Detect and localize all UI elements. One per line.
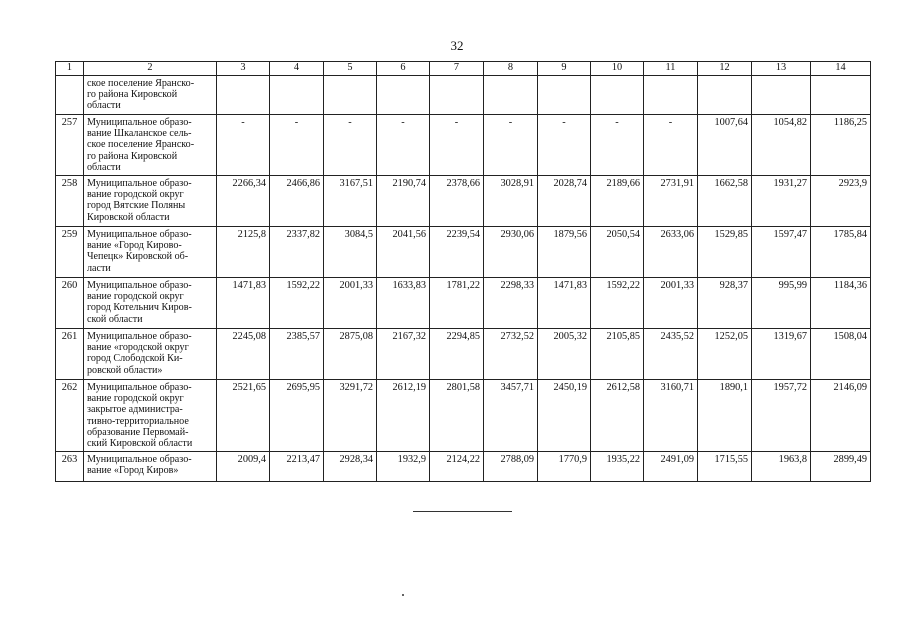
- value-cell: 2041,56: [377, 227, 430, 278]
- value-cell: 2612,19: [377, 380, 430, 452]
- value-cell: 2294,85: [430, 329, 484, 380]
- municipality-name: Муниципальное образо- вание городской округ город Вятские Поляны Кировской области: [84, 176, 217, 227]
- value-cell: 2732,52: [484, 329, 538, 380]
- value-cell: -: [217, 115, 270, 176]
- value-cell: 1508,04: [811, 329, 871, 380]
- column-header: 13: [752, 62, 811, 76]
- row-number: 258: [56, 176, 84, 227]
- value-cell: 2266,34: [217, 176, 270, 227]
- municipality-name: Муниципальное образо- вание Шкаланское сель- ское поселение Яранско- го района Кировской области: [84, 115, 217, 176]
- value-cell: [430, 76, 484, 115]
- column-header: 6: [377, 62, 430, 76]
- value-cell: 2213,47: [270, 452, 324, 482]
- value-cell: 1935,22: [591, 452, 644, 482]
- value-cell: 995,99: [752, 278, 811, 329]
- value-cell: 2435,52: [644, 329, 698, 380]
- value-cell: 2125,8: [217, 227, 270, 278]
- value-cell: 2923,9: [811, 176, 871, 227]
- value-cell: -: [484, 115, 538, 176]
- value-cell: 928,37: [698, 278, 752, 329]
- column-header: 14: [811, 62, 871, 76]
- value-cell: 2190,74: [377, 176, 430, 227]
- row-number: 259: [56, 227, 84, 278]
- value-cell: [538, 76, 591, 115]
- municipality-name: ское поселение Яранско- го района Кировской области: [84, 76, 217, 115]
- column-header: 12: [698, 62, 752, 76]
- value-cell: 1662,58: [698, 176, 752, 227]
- value-cell: 2028,74: [538, 176, 591, 227]
- value-cell: 1597,47: [752, 227, 811, 278]
- value-cell: [217, 76, 270, 115]
- value-cell: [484, 76, 538, 115]
- value-cell: 2450,19: [538, 380, 591, 452]
- value-cell: 2167,32: [377, 329, 430, 380]
- value-cell: 2105,85: [591, 329, 644, 380]
- value-cell: 3457,71: [484, 380, 538, 452]
- speck: [402, 594, 404, 596]
- value-cell: 2385,57: [270, 329, 324, 380]
- value-cell: 1471,83: [538, 278, 591, 329]
- value-cell: 1186,25: [811, 115, 871, 176]
- table-row: [56, 452, 871, 482]
- value-cell: [591, 76, 644, 115]
- value-cell: 2005,32: [538, 329, 591, 380]
- table-row: [56, 278, 871, 329]
- value-cell: 1932,9: [377, 452, 430, 482]
- value-cell: [644, 76, 698, 115]
- value-cell: 2695,95: [270, 380, 324, 452]
- value-cell: 3084,5: [324, 227, 377, 278]
- value-cell: 2899,49: [811, 452, 871, 482]
- value-cell: 1963,8: [752, 452, 811, 482]
- value-cell: [752, 76, 811, 115]
- value-cell: 1529,85: [698, 227, 752, 278]
- value-cell: 1879,56: [538, 227, 591, 278]
- column-header: 1: [56, 62, 84, 76]
- table-body: [56, 76, 871, 482]
- municipality-name: Муниципальное образо- вание городской округ город Котельнич Киров- ской области: [84, 278, 217, 329]
- column-header: 2: [84, 62, 217, 76]
- value-cell: [270, 76, 324, 115]
- value-cell: 3028,91: [484, 176, 538, 227]
- value-cell: 1184,36: [811, 278, 871, 329]
- value-cell: 2731,91: [644, 176, 698, 227]
- column-header: 8: [484, 62, 538, 76]
- value-cell: 1007,64: [698, 115, 752, 176]
- value-cell: 1054,82: [752, 115, 811, 176]
- row-number: 263: [56, 452, 84, 482]
- value-cell: -: [430, 115, 484, 176]
- value-cell: 2009,4: [217, 452, 270, 482]
- column-header: 7: [430, 62, 484, 76]
- column-header: 4: [270, 62, 324, 76]
- value-cell: [811, 76, 871, 115]
- value-cell: 2050,54: [591, 227, 644, 278]
- value-cell: 3291,72: [324, 380, 377, 452]
- value-cell: -: [591, 115, 644, 176]
- value-cell: 2875,08: [324, 329, 377, 380]
- data-table: [55, 61, 871, 482]
- value-cell: [324, 76, 377, 115]
- table-row: [56, 115, 871, 176]
- row-number: 261: [56, 329, 84, 380]
- value-cell: 1781,22: [430, 278, 484, 329]
- column-header: 11: [644, 62, 698, 76]
- value-cell: 1633,83: [377, 278, 430, 329]
- column-header: 10: [591, 62, 644, 76]
- table-row: [56, 227, 871, 278]
- municipality-name: Муниципальное образо- вание «Город Кирово- Чепецк» Кировской об- ласти: [84, 227, 217, 278]
- value-cell: 1890,1: [698, 380, 752, 452]
- column-header: 5: [324, 62, 377, 76]
- column-header: 3: [217, 62, 270, 76]
- value-cell: -: [538, 115, 591, 176]
- table-row: [56, 176, 871, 227]
- row-number: [56, 76, 84, 115]
- value-cell: 2001,33: [644, 278, 698, 329]
- municipality-name: Муниципальное образо- вание «городской округ город Слободской Ки- ровской области»: [84, 329, 217, 380]
- table-row: [56, 76, 871, 115]
- row-number: 262: [56, 380, 84, 452]
- value-cell: 2612,58: [591, 380, 644, 452]
- value-cell: 2337,82: [270, 227, 324, 278]
- value-cell: 2001,33: [324, 278, 377, 329]
- value-cell: -: [270, 115, 324, 176]
- value-cell: 2788,09: [484, 452, 538, 482]
- value-cell: 2189,66: [591, 176, 644, 227]
- value-cell: 2239,54: [430, 227, 484, 278]
- end-rule: [413, 511, 512, 512]
- municipality-name: Муниципальное образо- вание «Город Киров»: [84, 452, 217, 482]
- value-cell: -: [324, 115, 377, 176]
- value-cell: 2298,33: [484, 278, 538, 329]
- municipality-name: Муниципальное образо- вание городской округ закрытое администра- тивно-территориальное образование Первомай- ский Кировской области: [84, 380, 217, 452]
- table-row: [56, 380, 871, 452]
- value-cell: -: [644, 115, 698, 176]
- row-number: 257: [56, 115, 84, 176]
- value-cell: 1715,55: [698, 452, 752, 482]
- value-cell: 2928,34: [324, 452, 377, 482]
- value-cell: 2930,06: [484, 227, 538, 278]
- value-cell: -: [377, 115, 430, 176]
- row-number: 260: [56, 278, 84, 329]
- value-cell: 1931,27: [752, 176, 811, 227]
- value-cell: 2378,66: [430, 176, 484, 227]
- value-cell: 2245,08: [217, 329, 270, 380]
- value-cell: 3167,51: [324, 176, 377, 227]
- value-cell: 2491,09: [644, 452, 698, 482]
- value-cell: 2633,06: [644, 227, 698, 278]
- table-row: [56, 329, 871, 380]
- value-cell: [377, 76, 430, 115]
- value-cell: 1471,83: [217, 278, 270, 329]
- value-cell: 3160,71: [644, 380, 698, 452]
- value-cell: 1319,67: [752, 329, 811, 380]
- page-number: 32: [450, 38, 464, 53]
- column-header: 9: [538, 62, 591, 76]
- value-cell: 2124,22: [430, 452, 484, 482]
- value-cell: 1592,22: [591, 278, 644, 329]
- value-cell: 1252,05: [698, 329, 752, 380]
- value-cell: 2801,58: [430, 380, 484, 452]
- header-row: [56, 62, 871, 76]
- value-cell: 1957,72: [752, 380, 811, 452]
- value-cell: 1592,22: [270, 278, 324, 329]
- value-cell: 2146,09: [811, 380, 871, 452]
- value-cell: 1770,9: [538, 452, 591, 482]
- value-cell: 2466,86: [270, 176, 324, 227]
- value-cell: [698, 76, 752, 115]
- value-cell: 1785,84: [811, 227, 871, 278]
- value-cell: 2521,65: [217, 380, 270, 452]
